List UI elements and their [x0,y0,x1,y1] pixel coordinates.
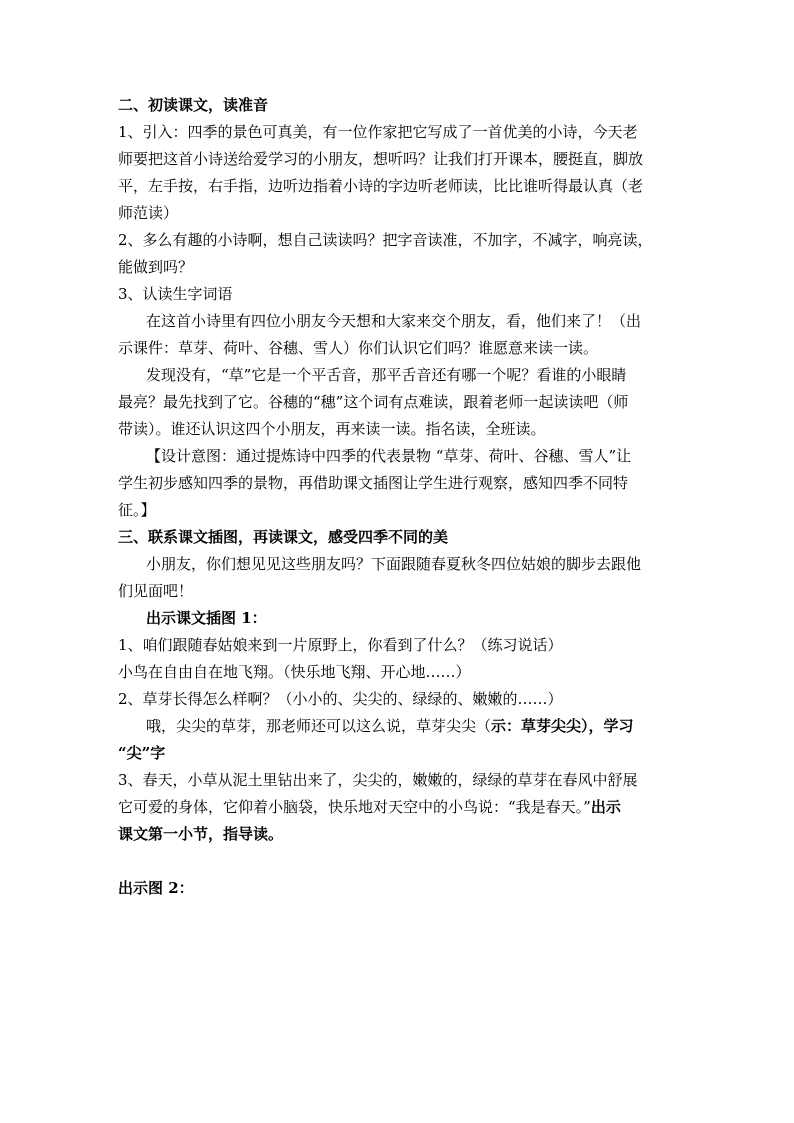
paragraph-line: 们见面吧！ [118,582,194,600]
paragraph-line: 能做到吗？ [118,258,194,276]
paragraph-line: 发现没有，“草”它是一个平舌音，那平舌音还有哪一个呢？看谁的小眼睛 [146,366,627,384]
paragraph-line: 小朋友，你们想见见这些朋友吗？下面跟随春夏秋冬四位姑娘的脚步去跟他 [146,555,642,573]
paragraph-line: 1、引入：四季的景色可真美，有一位作家把它写成了一首优美的小诗，今天老 [118,123,638,141]
paragraph-line: 课文第一小节，指导读。 [118,825,284,843]
paragraph-line: 小鸟在自由自在地飞翔。（快乐地飞翔、开心地……） [118,663,471,681]
design-intent-line: 学生初步感知四季的景物，再借助课文插图让学生进行观察，感知四季不同特 [118,474,629,492]
paragraph-line: 示课件：草芽、荷叶、谷穗、雪人）你们认识它们吗？谁愿意来读一读。 [118,339,599,357]
paragraph-line: 1、咱们跟随春姑娘来到一片原野上，你看到了什么？（练习说话） [118,636,563,654]
paragraph-line: 2、多么有趣的小诗啊，想自己读读吗？把字音读准，不加字，不减字，响亮读， [118,231,653,249]
paragraph-line [118,713,680,740]
paragraph-line: 师要把这首小诗送给爱学习的小朋友，想听吗？让我们打开课本，腰挺直，脚放 [118,150,644,168]
paragraph-line [118,794,680,821]
figure-heading: 出示图 2： [118,879,194,897]
paragraph-line: 师范读） [118,204,179,222]
design-intent-line: 征。】 [118,501,156,519]
paragraph-line: 3、春天，小草从泥土里钻出来了，尖尖的，嫩嫩的，绿绿的草芽在春风中舒展 [118,771,638,789]
paragraph-line: 平，左手按，右手指，边听边指着小诗的字边听老师读，比比谁听得最认真（老 [118,177,644,195]
design-intent-line: 【设计意图：通过提炼诗中四季的代表景物 “草芽、荷叶、谷穗、雪人”让 [146,447,632,465]
line-text-bold: 示：草芽尖尖），学习 [491,717,634,735]
line-text: 它可爱的身体，它仰着小脑袋，快乐地对天空中的小鸟说：“我是春天。” [118,798,591,816]
section-heading-2: 二、初读课文，读准音 [118,96,269,114]
paragraph-line: 2、草芽长得怎么样啊？（小小的、尖尖的、绿绿的、嫩嫩的……） [118,690,563,708]
paragraph-line: 在这首小诗里有四位小朋友今天想和大家来交个朋友，看，他们来了！（出 [146,312,642,330]
paragraph-line: 3、认读生字词语 [118,285,233,303]
paragraph-line: 带读）。谁还认识这四个小朋友，再来读一读。指名读，全班读。 [118,420,546,438]
document-page [118,92,680,902]
blank-line [118,848,680,875]
paragraph-line: “尖”字 [118,744,166,762]
line-text: 哦，尖尖的草芽，那老师还可以这么说，草芽尖尖（ [146,717,492,735]
paragraph-line: 最亮？最先找到了它。谷穗的“穗”这个词有点难读，跟着老师一起读读吧（师 [118,393,629,411]
section-heading-3: 三、联系课文插图，再读课文，感受四季不同的美 [118,528,449,546]
line-text-bold: 出示 [590,798,621,816]
figure-heading: 出示课文插图 1： [146,609,267,627]
